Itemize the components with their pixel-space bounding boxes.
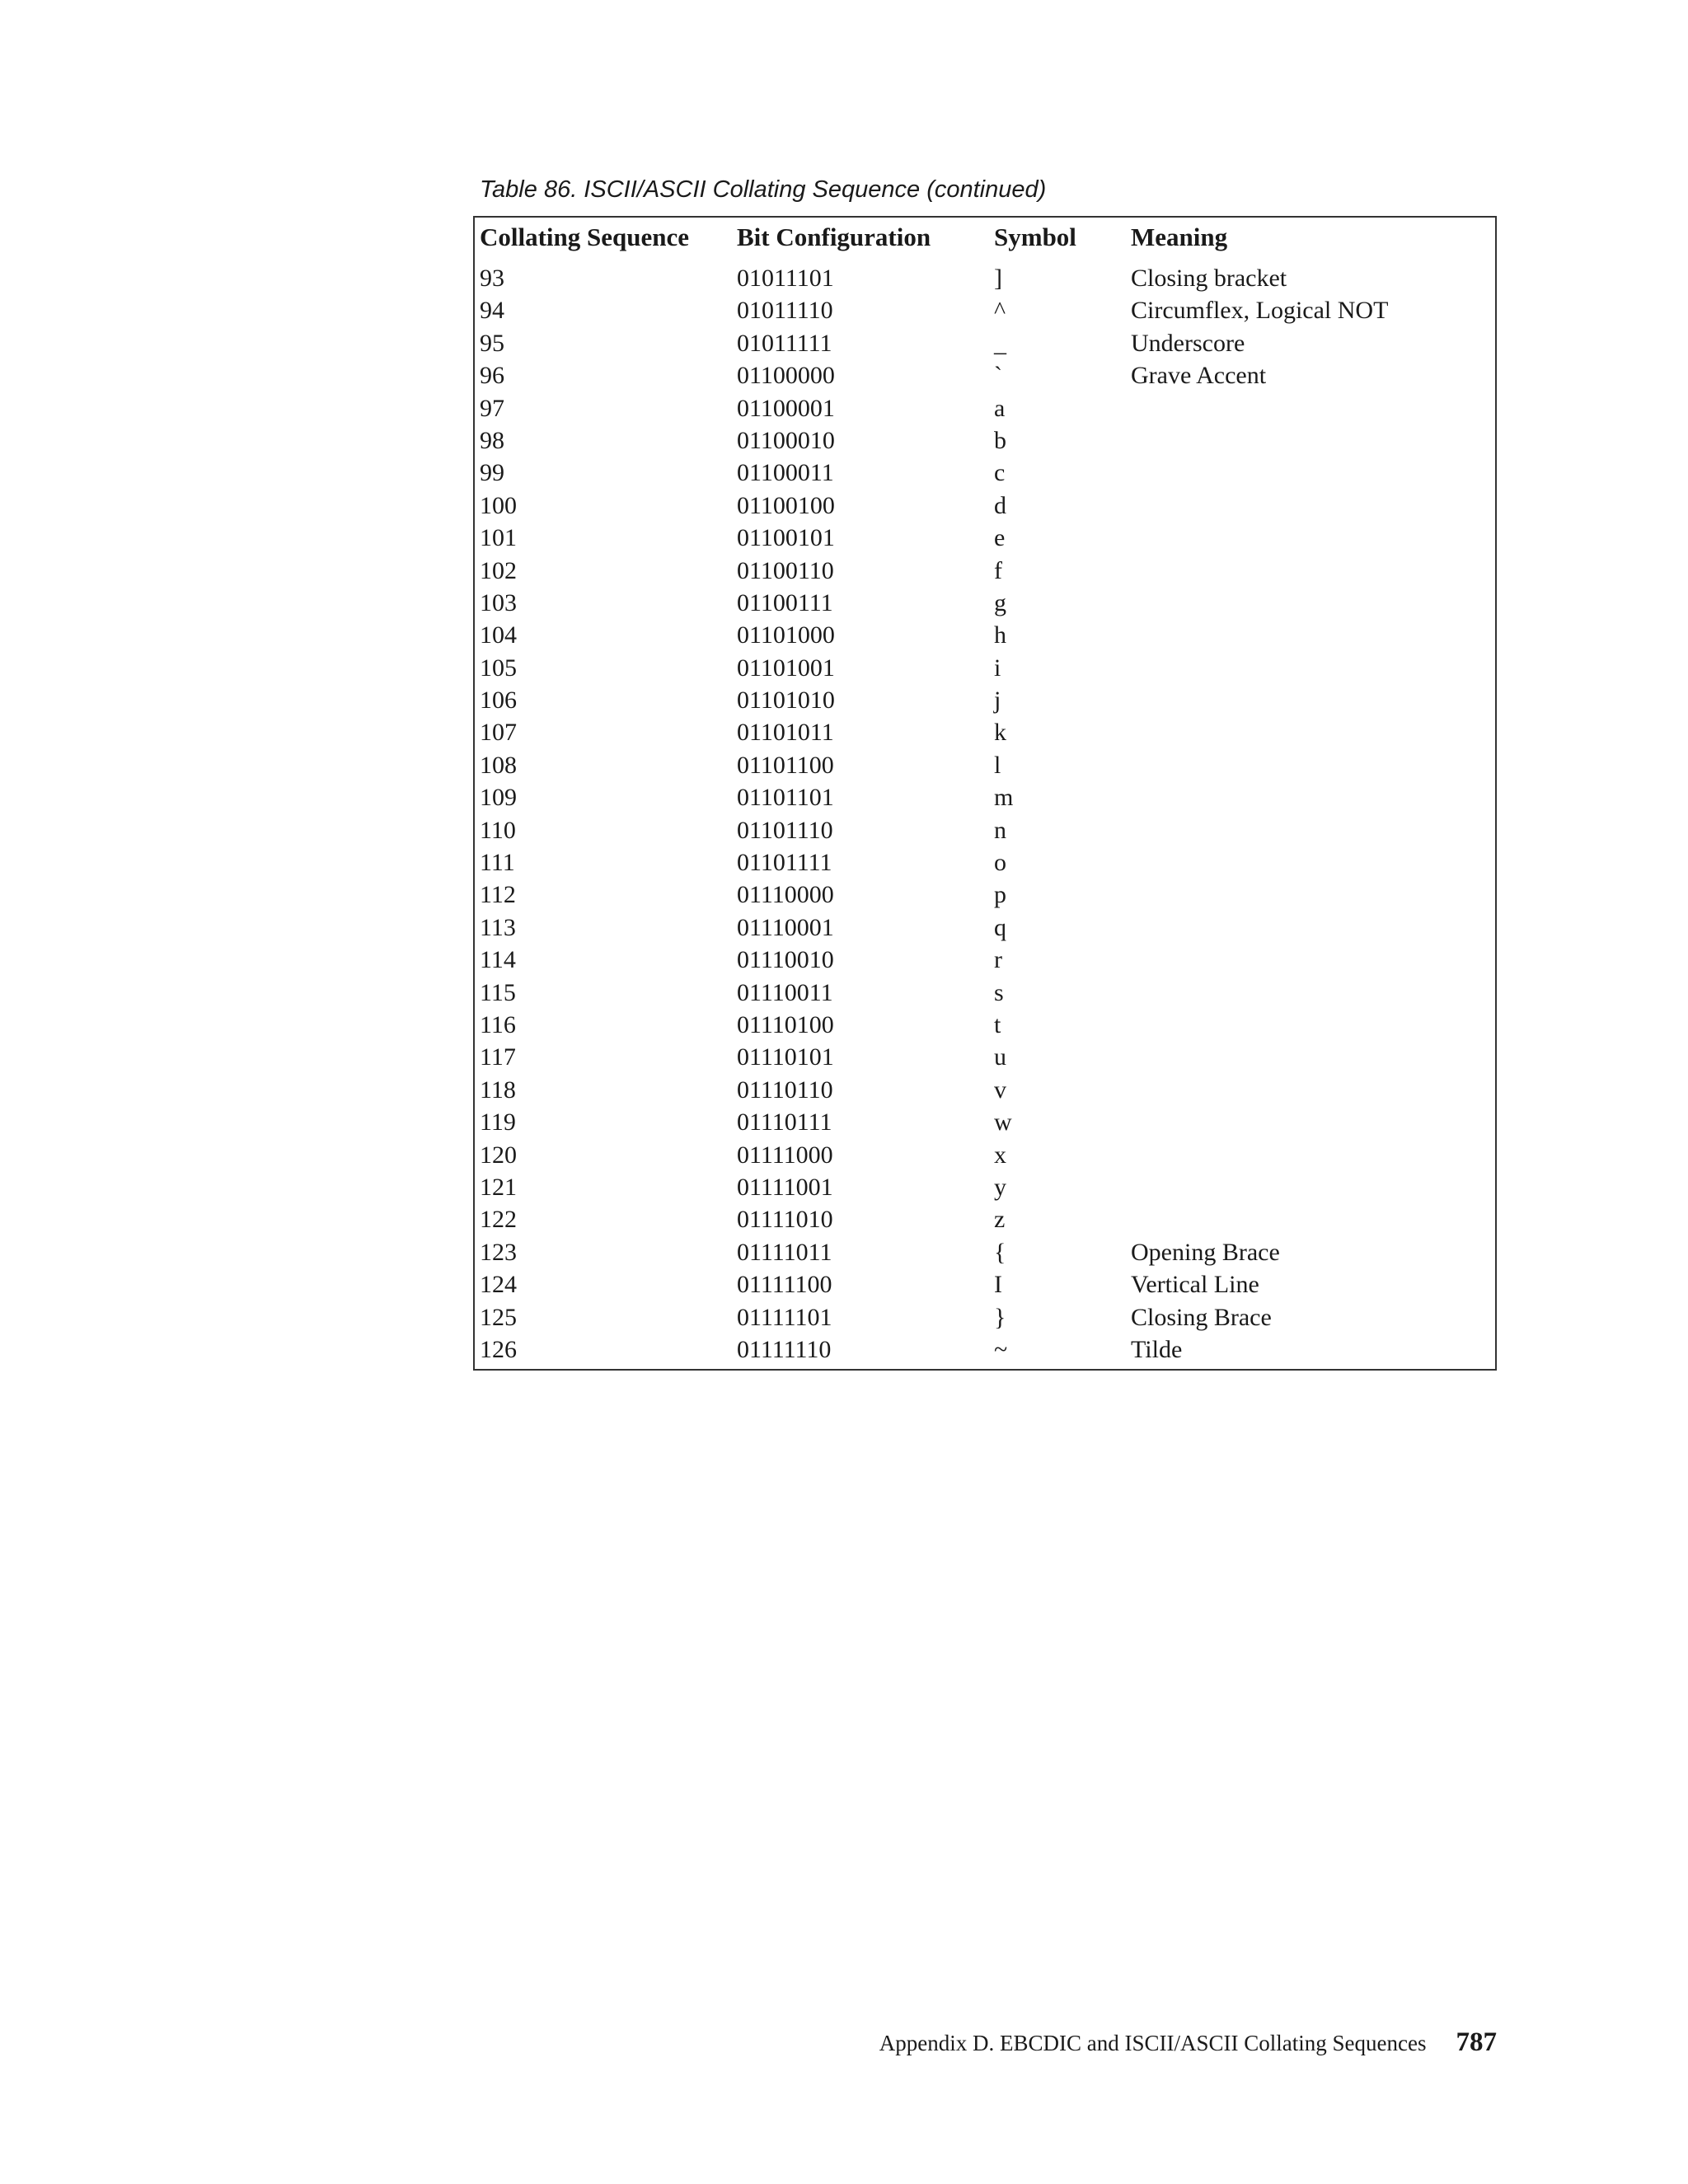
- table-row: [475, 1268, 1495, 1301]
- header-collating-sequence: Collating Sequence: [480, 223, 690, 251]
- cell-collating-sequence: 125: [480, 1303, 517, 1331]
- cell-collating-sequence: 100: [480, 491, 517, 519]
- cell-collating-sequence: 117: [480, 1043, 516, 1071]
- cell-symbol: q: [994, 913, 1006, 941]
- table-row: [475, 522, 1495, 554]
- cell-meaning: Grave Accent: [1131, 362, 1267, 390]
- cell-meaning: Underscore: [1131, 329, 1245, 357]
- table-row: [475, 1203, 1495, 1235]
- cell-collating-sequence: 121: [480, 1173, 517, 1201]
- cell-bit-configuration: 01110111: [737, 1108, 832, 1137]
- cell-bit-configuration: 01110101: [737, 1043, 834, 1071]
- cell-symbol: i: [994, 654, 1001, 682]
- cell-collating-sequence: 105: [480, 654, 517, 682]
- cell-bit-configuration: 01011110: [737, 297, 833, 325]
- header-meaning: Meaning: [1131, 223, 1228, 251]
- table-row: [475, 555, 1495, 587]
- cell-bit-configuration: 01110001: [737, 913, 834, 941]
- cell-collating-sequence: 124: [480, 1271, 517, 1299]
- cell-symbol: c: [994, 459, 1006, 487]
- cell-collating-sequence: 94: [480, 297, 504, 325]
- cell-meaning: Circumflex, Logical NOT: [1131, 297, 1389, 325]
- page-footer: [879, 2026, 1497, 2060]
- cell-bit-configuration: 01111010: [737, 1206, 833, 1234]
- table-row: [475, 781, 1495, 813]
- cell-symbol: e: [994, 524, 1006, 552]
- cell-symbol: z: [994, 1206, 1006, 1234]
- cell-bit-configuration: 01111110: [737, 1335, 832, 1363]
- cell-symbol: r: [994, 946, 1002, 974]
- cell-collating-sequence: 118: [480, 1076, 516, 1104]
- footer-section-title: Appendix D. EBCDIC and ISCII/ASCII Collating Sequences: [879, 2031, 1427, 2055]
- cell-bit-configuration: 01110011: [737, 978, 833, 1006]
- cell-bit-configuration: 01111000: [737, 1141, 833, 1169]
- table-row: [475, 1106, 1495, 1138]
- cell-symbol: o: [994, 849, 1006, 877]
- cell-bit-configuration: 01101110: [737, 816, 833, 844]
- table-row: [475, 977, 1495, 1009]
- table-row: [475, 1236, 1495, 1268]
- page-number: 787: [1456, 2027, 1497, 2057]
- cell-bit-configuration: 01100010: [737, 426, 835, 454]
- table-row: [475, 749, 1495, 781]
- cell-collating-sequence: 101: [480, 524, 517, 552]
- cell-bit-configuration: 01101000: [737, 621, 835, 649]
- collating-sequence-table: [473, 216, 1497, 1371]
- cell-bit-configuration: 01111011: [737, 1238, 832, 1266]
- cell-collating-sequence: 107: [480, 719, 517, 747]
- cell-meaning: Tilde: [1131, 1335, 1183, 1363]
- cell-symbol: j: [994, 687, 1001, 715]
- cell-symbol: f: [994, 556, 1002, 584]
- cell-collating-sequence: 115: [480, 978, 516, 1006]
- cell-symbol: x: [994, 1141, 1006, 1169]
- cell-symbol: b: [994, 426, 1006, 454]
- table-row: [475, 652, 1495, 684]
- cell-bit-configuration: 01111101: [737, 1303, 832, 1331]
- table-row: [475, 392, 1495, 424]
- cell-collating-sequence: 104: [480, 621, 517, 649]
- cell-collating-sequence: 114: [480, 946, 516, 974]
- cell-symbol: p: [994, 881, 1006, 909]
- cell-symbol: d: [994, 491, 1006, 519]
- table-row: [475, 359, 1495, 391]
- cell-bit-configuration: 01100001: [737, 394, 835, 422]
- cell-symbol: `: [994, 362, 1002, 390]
- table-row: [475, 684, 1495, 716]
- cell-collating-sequence: 119: [480, 1108, 516, 1137]
- cell-bit-configuration: 01101100: [737, 751, 834, 779]
- cell-symbol: g: [994, 588, 1006, 616]
- cell-bit-configuration: 01011111: [737, 329, 832, 357]
- cell-collating-sequence: 112: [480, 881, 516, 909]
- table-row: [475, 1074, 1495, 1106]
- cell-symbol: u: [994, 1043, 1006, 1071]
- cell-bit-configuration: 01111100: [737, 1271, 832, 1299]
- table-row: [475, 424, 1495, 457]
- cell-collating-sequence: 106: [480, 687, 517, 715]
- table-row: [475, 1139, 1495, 1171]
- cell-collating-sequence: 93: [480, 265, 504, 292]
- cell-bit-configuration: 01110010: [737, 946, 834, 974]
- table-body: [475, 262, 1495, 1366]
- cell-bit-configuration: 01101101: [737, 784, 834, 812]
- table-row: [475, 1301, 1495, 1333]
- cell-symbol: s: [994, 978, 1004, 1006]
- cell-collating-sequence: 98: [480, 426, 504, 454]
- table-header-row: [475, 218, 1495, 257]
- table-row: [475, 262, 1495, 294]
- cell-symbol: ^: [994, 297, 1006, 325]
- header-symbol: Symbol: [994, 223, 1076, 251]
- cell-symbol: I: [994, 1271, 1002, 1299]
- cell-collating-sequence: 102: [480, 556, 517, 584]
- table-row: [475, 1009, 1495, 1041]
- cell-bit-configuration: 01011101: [737, 265, 834, 292]
- table-row: [475, 1171, 1495, 1203]
- cell-symbol: l: [994, 751, 1001, 779]
- cell-bit-configuration: 01101010: [737, 687, 835, 715]
- cell-bit-configuration: 01100110: [737, 556, 834, 584]
- cell-bit-configuration: 01101001: [737, 654, 835, 682]
- cell-symbol: w: [994, 1108, 1012, 1137]
- header-bit-configuration: Bit Configuration: [737, 223, 931, 251]
- table-row: [475, 1333, 1495, 1366]
- table-row: [475, 846, 1495, 879]
- cell-meaning: Closing bracket: [1131, 265, 1287, 292]
- cell-symbol: v: [994, 1076, 1006, 1104]
- cell-meaning: Closing Brace: [1131, 1303, 1272, 1331]
- cell-collating-sequence: 99: [480, 459, 504, 487]
- cell-collating-sequence: 120: [480, 1141, 517, 1169]
- cell-bit-configuration: 01101111: [737, 849, 832, 877]
- table-row: [475, 587, 1495, 619]
- cell-bit-configuration: 01110000: [737, 881, 834, 909]
- cell-bit-configuration: 01111001: [737, 1173, 833, 1201]
- table-row: [475, 327, 1495, 359]
- cell-symbol: k: [994, 719, 1006, 747]
- cell-symbol: ~: [994, 1335, 1008, 1363]
- table-row: [475, 716, 1495, 748]
- table-caption: Table 86. ISCII/ASCII Collating Sequence (continued): [480, 176, 1047, 203]
- cell-collating-sequence: 95: [480, 329, 504, 357]
- table-row: [475, 619, 1495, 651]
- cell-symbol: t: [994, 1010, 1001, 1038]
- cell-symbol: {: [994, 1238, 1006, 1266]
- cell-bit-configuration: 01110110: [737, 1076, 833, 1104]
- cell-symbol: h: [994, 621, 1006, 649]
- cell-collating-sequence: 111: [480, 849, 515, 877]
- cell-collating-sequence: 96: [480, 362, 504, 390]
- table-row: [475, 879, 1495, 911]
- cell-bit-configuration: 01100100: [737, 491, 835, 519]
- table-row: [475, 912, 1495, 944]
- cell-bit-configuration: 01110100: [737, 1010, 834, 1038]
- cell-bit-configuration: 01100011: [737, 459, 834, 487]
- cell-collating-sequence: 113: [480, 913, 516, 941]
- cell-symbol: m: [994, 784, 1014, 812]
- cell-collating-sequence: 110: [480, 816, 516, 844]
- cell-collating-sequence: 122: [480, 1206, 517, 1234]
- table-row: [475, 457, 1495, 489]
- cell-meaning: Vertical Line: [1131, 1271, 1259, 1299]
- cell-symbol: _: [994, 329, 1006, 357]
- cell-bit-configuration: 01100101: [737, 524, 835, 552]
- table-row: [475, 944, 1495, 976]
- cell-symbol: }: [994, 1303, 1006, 1331]
- table-row: [475, 1041, 1495, 1073]
- cell-symbol: a: [994, 394, 1006, 422]
- cell-collating-sequence: 97: [480, 394, 504, 422]
- cell-symbol: y: [994, 1173, 1006, 1201]
- cell-collating-sequence: 103: [480, 588, 517, 616]
- cell-collating-sequence: 126: [480, 1335, 517, 1363]
- table-row: [475, 814, 1495, 846]
- cell-symbol: n: [994, 816, 1006, 844]
- cell-meaning: Opening Brace: [1131, 1238, 1280, 1266]
- cell-symbol: ]: [994, 265, 1002, 292]
- cell-collating-sequence: 116: [480, 1010, 516, 1038]
- cell-bit-configuration: 01100000: [737, 362, 835, 390]
- cell-bit-configuration: 01100111: [737, 588, 833, 616]
- cell-collating-sequence: 109: [480, 784, 517, 812]
- cell-bit-configuration: 01101011: [737, 719, 834, 747]
- table-row: [475, 490, 1495, 522]
- cell-collating-sequence: 123: [480, 1238, 517, 1266]
- cell-collating-sequence: 108: [480, 751, 517, 779]
- table-row: [475, 294, 1495, 326]
